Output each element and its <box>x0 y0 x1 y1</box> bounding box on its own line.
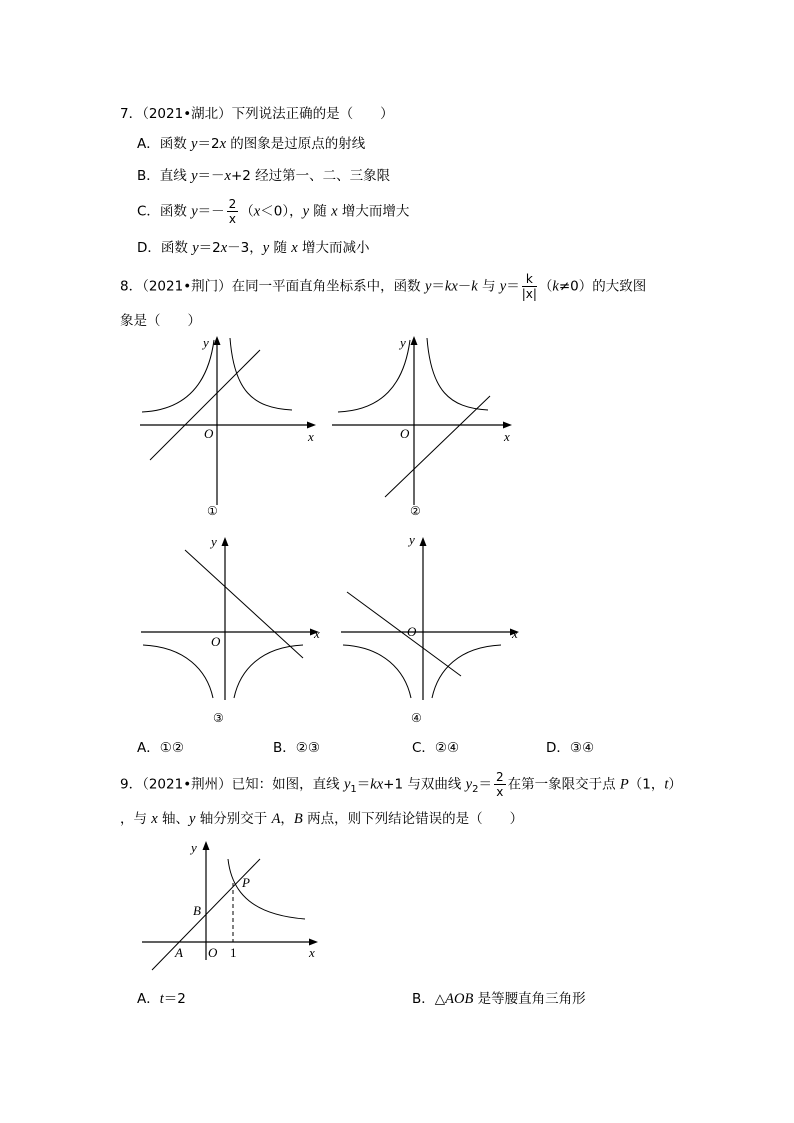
q8-g1-label: ① <box>207 504 218 518</box>
q8-g2-label: ② <box>410 504 421 518</box>
q8-g2-origin: O <box>400 426 410 441</box>
q7-option-b: B．直线 y＝－x+2 经过第一、二、三象限 <box>137 168 391 184</box>
q9-figure <box>140 835 330 970</box>
q8-g1-x: x <box>308 429 314 444</box>
q7-option-c: C．函数 y＝－ $\frac{2}{x}$ （x＜0），y 随 x 增大而增大 <box>137 197 410 226</box>
q9-fig-y: y <box>191 840 197 855</box>
q9-stem: 9．（2021•荆州）已知：如图，直线 $y_1=kx+1$ 与双曲线 $y_2=$ $\frac{2}{x}$ 在第一象限交于点 P（1，t） <box>120 770 682 799</box>
q9-fig-one: 1 <box>230 945 237 960</box>
q8-choice-c: C．②④ <box>412 740 460 756</box>
q8-choice-a: A．①② <box>137 740 184 756</box>
q9-fig-B: B <box>193 903 201 918</box>
q8-g4-y: y <box>409 532 415 547</box>
q8-graph-2 <box>330 330 530 530</box>
q8-stem: 8．（2021•荆门）在同一平面直角坐标系中，函数 y＝kx－k 与 y＝ $\frac{k}{|x|}$ （k≠0）的大致图 <box>120 272 647 301</box>
q8-g2-x: x <box>504 429 510 444</box>
q8-choice-d: D．③④ <box>546 740 595 756</box>
q7-option-d: D．函数 y＝2x－3，y 随 x 增大而减小 <box>137 240 370 256</box>
q9-fraction: $\frac{2}{x}$ <box>495 770 504 799</box>
q9-fig-x: x <box>309 945 315 960</box>
q8-g4-origin: O <box>407 624 417 639</box>
q7-stem: 7．（2021•湖北）下列说法正确的是（ ） <box>120 106 394 122</box>
q9-fig-A: A <box>175 945 183 960</box>
q7-option-a: A．函数 y＝2x 的图象是过原点的射线 <box>137 136 366 152</box>
q8-g3-y: y <box>211 534 217 549</box>
q9-fig-origin: O <box>208 945 218 960</box>
q8-g4-label: ④ <box>411 711 422 725</box>
q9-fig-P: P <box>242 875 250 890</box>
q9-stem-line2: ，与 x 轴、y 轴分别交于 A，B 两点，则下列结论错误的是（ ） <box>120 811 524 827</box>
q8-g3-x: x <box>314 626 320 641</box>
q8-graph-1 <box>130 330 330 530</box>
q8-g4-x: x <box>512 626 518 641</box>
q8-graph-4 <box>335 530 535 730</box>
q8-g3-origin: O <box>211 634 221 649</box>
q8-g1-origin: O <box>204 426 214 441</box>
q9-choice-b: B．△AOB 是等腰直角三角形 <box>412 991 586 1007</box>
q8-graph-3 <box>135 530 335 730</box>
q8-stem-line2: 象是（ ） <box>120 313 201 329</box>
q9-choice-a: A．t＝2 <box>137 991 186 1007</box>
q8-g1-y: y <box>203 335 209 350</box>
q7-c-fraction: $\frac{2}{x}$ <box>228 197 237 226</box>
q8-g3-label: ③ <box>213 711 224 725</box>
q8-fraction: $\frac{k}{|x|}$ <box>521 272 537 301</box>
q8-choice-b: B．②③ <box>273 740 320 756</box>
q8-g2-y: y <box>400 335 406 350</box>
